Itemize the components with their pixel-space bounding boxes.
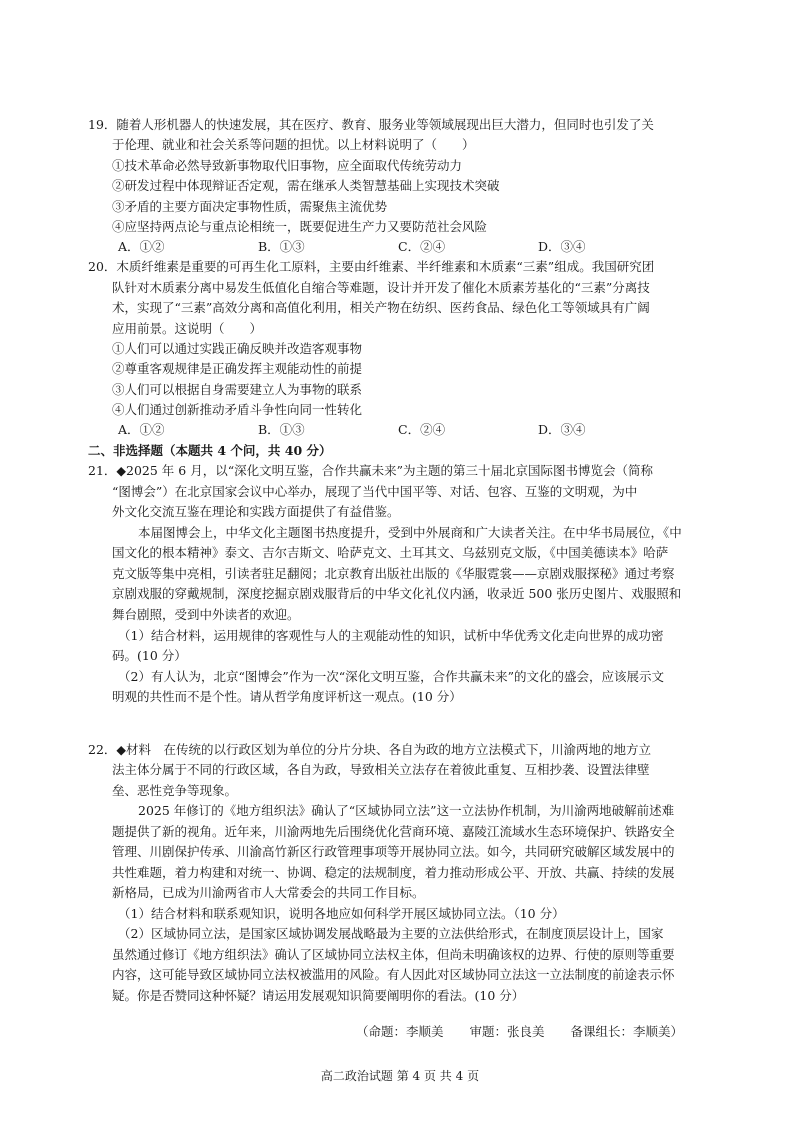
credits-leader: 备课组长：李顺美）: [570, 1024, 684, 1039]
q22-material-line: 新格局，已成为川渝两省市人大常委会的共同工作目标。: [112, 885, 425, 900]
q20-option-b: B．①③: [258, 422, 305, 437]
credits-setter: （命题：李顺美: [356, 1024, 444, 1039]
q21-sub1-line: 码。(10 分）: [112, 648, 187, 663]
credits-reviewer: 审题：张良美: [469, 1024, 545, 1039]
page-footer: 高二政治试题 第 4 页 共 4 页: [320, 1069, 480, 1083]
q19-item: ③矛盾的主要方面决定事物性质，需聚焦主流优势: [112, 199, 388, 214]
q21-material-line: 本届图博会上，中华文化主题图书热度提升，受到中外展商和广大读者关注。在中华书局展位，《中: [138, 525, 682, 540]
q22-sub2-line: 疑。你是否赞同这种怀疑？请运用发展观知识简要阐明你的看法。(10 分）: [112, 988, 525, 1003]
q22-material-line: 题提供了新的视角。近年来，川渝两地先后围绕优化营商环境、嘉陵江流域水生态环境保护、铁路安全: [112, 824, 675, 839]
q21-sub2-line: （2）有人认为，北京“图博会”作为一次“深化文明互鉴，合作共赢未来”的文化的盛会，应该展示文: [118, 669, 665, 684]
q19-stem-line: 于伦理、就业和社会关系等问题的担忧。以上材料说明了（ ）: [112, 137, 475, 152]
q21-material-line: 21．◆2025 年 6 月，以“深化文明互鉴，合作共赢未来”为主题的第三十届北京国际图书博览会（简称: [88, 463, 653, 478]
q20-item: ③人们可以根据自身需要建立人为事物的联系: [112, 382, 363, 397]
q21-material-line: 京剧戏服的穿戴规制，深度挖掘京剧戏服背后的中华文化礼仪内涵，收录近 500 张历史图片、戏服照和: [112, 586, 682, 601]
q20-stem-line: 队针对木质素分离中易发生低值化自缩合等难题，设计并开发了催化木质素芳基化的“三素”分离技: [112, 280, 650, 295]
q19-option-c: C．②④: [398, 239, 446, 254]
q22-sub2-line: 虽然通过修订《地方组织法》确认了区域协同立法权主体，但尚未明确该权的边界、行使的原则等重要: [112, 947, 675, 962]
q21-sub1-line: （1）结合材料，运用规律的客观性与人的主观能动性的知识，试析中华优秀文化走向世界的成功密: [118, 628, 664, 643]
q22-material-line: 共性难题，着力构建和对统一、协调、稳定的法规制度，着力推动形成公平、开放、共赢、持续的发展: [112, 865, 675, 880]
q20-option-d: D．③④: [538, 422, 586, 437]
q20-stem-line: 应用前景。这说明（ ）: [112, 321, 263, 336]
q20-option-a: A．①②: [118, 422, 165, 437]
q20-item: ④人们通过创新推动矛盾斗争性向同一性转化: [112, 402, 363, 417]
q22-material-line: 垒、恶性竞争等现象。: [112, 783, 238, 798]
q22-sub2-line: （2）区域协同立法，是国家区域协调发展战略最为主要的立法供给形式，在制度顶层设计上，国家: [118, 926, 664, 941]
q22-sub2-line: 内容，这可能导致区域协同立法权被滥用的风险。有人因此对区域协同立法这一立法制度的前途表示怀: [112, 967, 675, 982]
q21-material-line: 外文化交流互鉴在理论和实践方面提供了有益借鉴。: [112, 504, 400, 519]
section-heading: 二、非选择题（本题共 4 个问，共 40 分）: [88, 443, 332, 458]
q19-option-b: B．①③: [258, 239, 305, 254]
q22-material-line: 2025 年修订的《地方组织法》确认了“区域协同立法”这一立法协作机制，为川渝两地破解前述难: [138, 803, 675, 818]
q22-material-line: 22．◆材料 在传统的以行政区划为单位的分片分块、各自为政的地方立法模式下，川渝两地的地方立: [88, 742, 652, 757]
q22-sub1-line: （1）结合材料和联系观知识，说明各地应如何科学开展区域协同立法。（10 分）: [118, 906, 565, 921]
q21-sub2-line: 明观的共性而不是个性。请从哲学角度评析这一观点。(10 分）: [112, 689, 462, 704]
q20-option-c: C．②④: [398, 422, 446, 437]
q19-stem-line: 19．随着人形机器人的快速发展，其在医疗、教育、服务业等领域展现出巨大潜力，但同时也引发了关: [88, 117, 654, 132]
q20-stem-line: 术，实现了“三素”高效分离和高值化利用，相关产物在纺织、医药食品、绿色化工等领域具有广阔: [112, 300, 650, 315]
q21-material-line: 国文化的根本精神》泰文、吉尔吉斯文、哈萨克文、土耳其文、乌兹别克文版，《中国美德读本》哈萨: [112, 545, 669, 560]
q19-item: ②研发过程中体现辩证否定观，需在继承人类智慧基础上实现技术突破: [112, 178, 500, 193]
q19-item: ④应坚持两点论与重点论相统一，既要促进生产力又要防范社会风险: [112, 219, 488, 234]
credits: [356, 1024, 683, 1040]
q19-option-d: D．③④: [538, 239, 586, 254]
q22-material-line: 法主体分属于不同的行政区域，各自为政，导致相关立法存在着彼此重复、互相抄袭、设置法律壁: [112, 762, 650, 777]
q19-item: ①技术革命必然导致新事物取代旧事物，应全面取代传统劳动力: [112, 158, 463, 173]
q21-material-line: 克文版等集中亮相，引读者驻足翻阅；北京教育出版社出版的《华服霓裳——京剧戏服探秘》通过考察: [112, 566, 675, 581]
q21-material-line: 舞台剧照，受到中外读者的欢迎。: [112, 607, 300, 622]
q20-stem-line: 20．木质纤维素是重要的可再生化工原料，主要由纤维素、半纤维素和木质素“三素”组成。我国研究团: [88, 259, 655, 274]
q21-material-line: “图博会”）在北京国家会议中心举办，展现了当代中国平等、对话、包容、互鉴的文明观，为中: [112, 484, 638, 499]
q20-item: ②尊重客观规律是正确发挥主观能动性的前提: [112, 361, 363, 376]
q20-item: ①人们可以通过实践正确反映并改造客观事物: [112, 341, 363, 356]
q22-material-line: 管理、川剧保护传承、川渝高竹新区行政管理事项等开展协同立法。如今，共同研究破解区域发展中的: [112, 844, 675, 859]
q19-option-a: A．①②: [118, 239, 165, 254]
